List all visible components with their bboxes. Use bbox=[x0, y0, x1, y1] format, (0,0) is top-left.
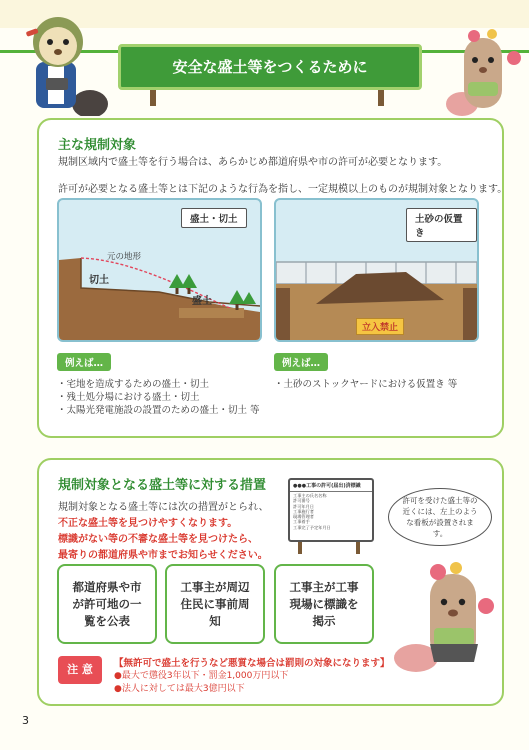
stockpile-scene bbox=[274, 198, 479, 342]
signboard-row: 現場管理者 bbox=[293, 514, 314, 520]
penalty-list bbox=[114, 670, 288, 696]
caution-badge: 注 意 bbox=[58, 656, 102, 684]
fill-label: 盛土 bbox=[192, 296, 212, 307]
mascot-girl-illustration bbox=[440, 20, 525, 120]
signboard-row: 工事主の氏名名称 bbox=[293, 493, 327, 498]
section1-paragraph-1: 規制区域内で盛土等を行う場合は、あらかじめ都道府県や市の許可が必要となります。 bbox=[58, 157, 448, 168]
signboard-rows bbox=[290, 492, 372, 531]
measure-box-text: 都道府県や市が許可地の一覧を公表 bbox=[72, 579, 142, 628]
left-example-list bbox=[57, 378, 260, 417]
measure-box-prior-notice bbox=[165, 564, 265, 644]
section1-paragraph-2: 許可が必要となる盛土等とは下記のような行為を指し、一定規模以上のものが規制対象となります。 bbox=[58, 184, 508, 195]
banner-post-right bbox=[378, 88, 384, 106]
signboard-leg-left bbox=[298, 542, 302, 554]
measure-box-text: 工事主が工事現場に標識を掲示 bbox=[289, 579, 359, 628]
list-item: ・土砂のストックヤードにおける仮置き 等 bbox=[274, 379, 458, 390]
mascot-girl-shovel-illustration bbox=[390, 556, 500, 676]
signboard-title: ●●●工事の許可(届出)済標識 bbox=[290, 480, 372, 492]
page-banner: 安全な盛土等をつくるために bbox=[118, 44, 422, 90]
section2-heading: 規制対象となる盛土等に対する措置 bbox=[58, 478, 267, 493]
penalty-title: 【無許可で盛土を行うなど悪質な場合は罰則の対象になります】 bbox=[114, 658, 390, 669]
permit-signboard bbox=[288, 478, 374, 542]
measure-box-list-published bbox=[57, 564, 157, 644]
cut-label: 切土 bbox=[89, 275, 109, 286]
right-example-list bbox=[274, 378, 457, 391]
original-terrain-label: 元の地形 bbox=[107, 252, 142, 262]
section2-line-2: 不正な盛土等を見つけやすくなります。 bbox=[58, 518, 238, 529]
section2-line-3: 標識がない等の不審な盛土等を見つけたら、 bbox=[58, 534, 258, 545]
right-example-label: 例えば… bbox=[274, 353, 328, 371]
speech-bubble-text: 許可を受けた盛土等の近くには、左上のような看板が設置されます。 bbox=[402, 496, 478, 538]
list-item: ・残土処分場における盛土・切土 bbox=[57, 392, 200, 403]
keep-out-sign: 立入禁止 bbox=[356, 318, 404, 335]
penalty-item: ●最大で懲役3年以下・罰金1,000万円以下 bbox=[114, 671, 289, 681]
measure-box-text: 工事主が周辺住民に事前周知 bbox=[180, 579, 250, 628]
list-item: ・宅地を造成するための盛土・切土 bbox=[57, 379, 210, 390]
signboard-row: 許可番号 bbox=[293, 498, 310, 504]
left-example-label: 例えば… bbox=[57, 353, 111, 371]
stockpile-tag: 土砂の仮置き bbox=[406, 208, 477, 242]
signboard-row: 許可年月日 bbox=[293, 503, 314, 509]
page-number: 3 bbox=[22, 714, 29, 727]
mascot-boy-illustration bbox=[18, 6, 108, 116]
list-item: ・太陽光発電施設の設置のための盛土・切土 等 bbox=[57, 405, 260, 416]
signboard-row: 工事完了予定年月日 bbox=[293, 524, 331, 530]
penalty-item: ●法人に対しては最大3億円以下 bbox=[114, 684, 245, 694]
fill-cut-tag: 盛土・切土 bbox=[181, 208, 247, 228]
signboard-row: 工事施行者 bbox=[293, 508, 314, 514]
measure-box-sign-posted bbox=[274, 564, 374, 644]
speech-bubble bbox=[388, 488, 492, 546]
fill-cut-scene bbox=[57, 198, 262, 342]
section1-heading: 主な規制対象 bbox=[58, 138, 137, 153]
signboard-row: 工事着手 bbox=[293, 519, 310, 525]
section2-line-1: 規制対象となる盛土等には次の措置がとられ、 bbox=[58, 502, 269, 513]
signboard-leg-right bbox=[356, 542, 360, 554]
section2-line-4: 最寄りの都道府県や市までお知らせください。 bbox=[58, 550, 268, 561]
banner-post-left bbox=[150, 88, 156, 106]
